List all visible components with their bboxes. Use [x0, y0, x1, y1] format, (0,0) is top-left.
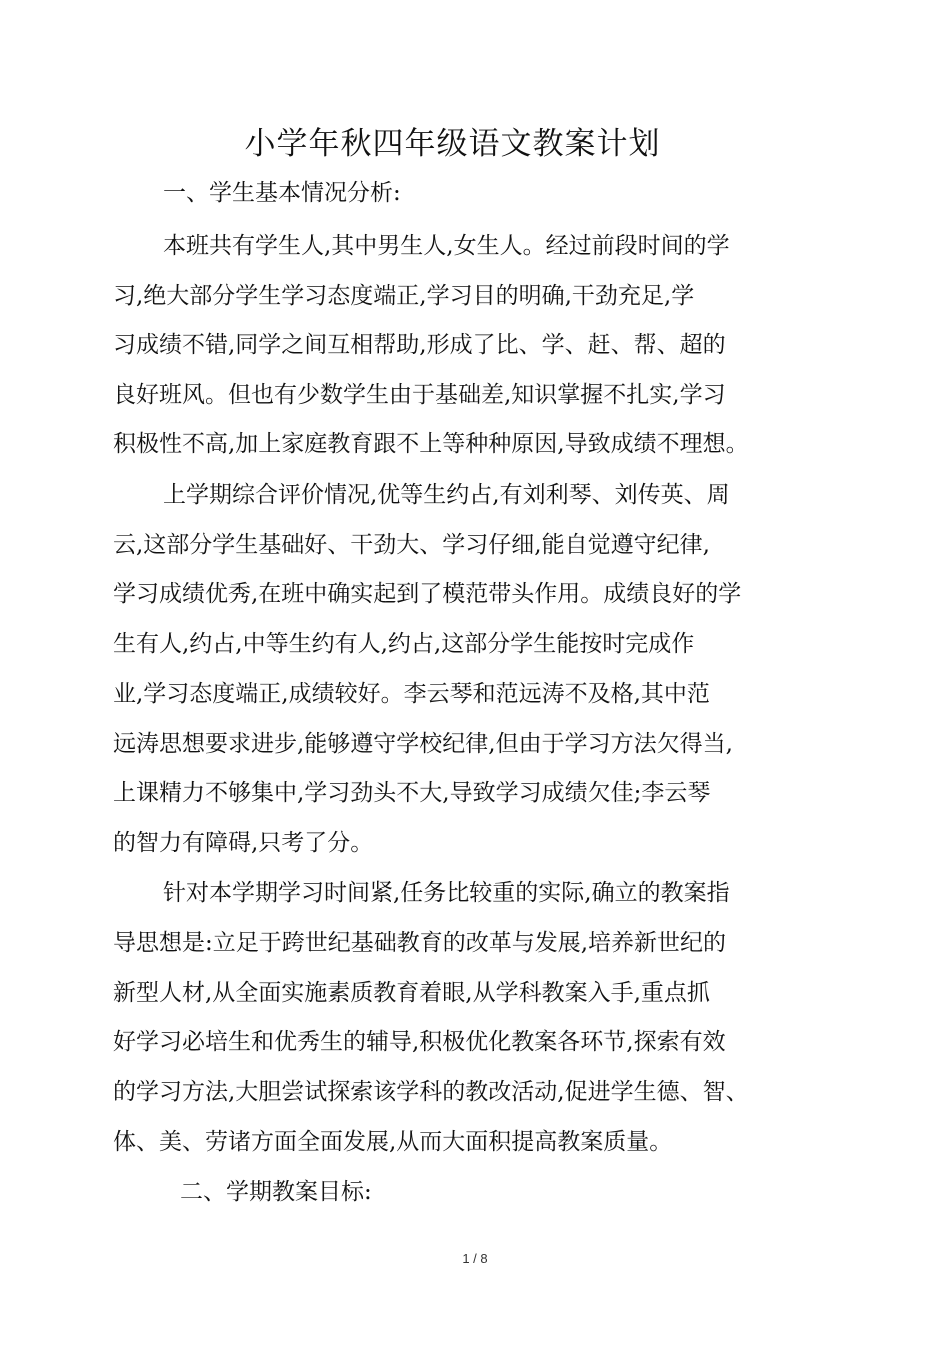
- section-heading-2: 二、学期教案目标:: [180, 1179, 372, 1205]
- section-heading-1: 一、学生基本情况分析:: [163, 180, 401, 206]
- paragraph-line: 远涛思想要求进步,能够遵守学校纪律,但由于学习方法欠得当,: [113, 731, 733, 757]
- paragraph-line: 习,绝大部分学生学习态度端正,学习目的明确,干劲充足,学: [113, 283, 695, 309]
- paragraph-line: 导思想是:立足于跨世纪基础教育的改革与发展,培养新世纪的: [113, 930, 727, 956]
- document-title: 小学年秋四年级语文教案计划: [244, 126, 661, 162]
- paragraph-line: 良好班风。但也有少数学生由于基础差,知识掌握不扎实,学习: [113, 382, 726, 408]
- paragraph-line: 上课精力不够集中,学习劲头不大,导致学习成绩欠佳;李云琴: [113, 780, 711, 806]
- paragraph-line: 的学习方法,大胆尝试探索该学科的教改活动,促进学生德、智、: [113, 1079, 749, 1105]
- paragraph-line: 业,学习态度端正,成绩较好。李云琴和范远涛不及格,其中范: [113, 681, 710, 707]
- paragraph-line: 云,这部分学生基础好、干劲大、学习仔细,能自觉遵守纪律,: [113, 532, 710, 558]
- paragraph-line: 本班共有学生人,其中男生人,女生人。经过前段时间的学: [163, 233, 730, 259]
- paragraph-line: 新型人材,从全面实施素质教育着眼,从学科教案入手,重点抓: [113, 980, 710, 1006]
- page-number: 1 / 8: [462, 1251, 488, 1266]
- paragraph-line: 习成绩不错,同学之间互相帮助,形成了比、学、赶、帮、超的: [113, 332, 726, 358]
- paragraph-line: 生有人,约占,中等生约有人,约占,这部分学生能按时完成作: [113, 631, 695, 657]
- paragraph-line: 积极性不高,加上家庭教育跟不上等种种原因,导致成绩不理想。: [113, 431, 749, 457]
- paragraph-line: 学习成绩优秀,在班中确实起到了模范带头作用。成绩良好的学: [113, 581, 742, 607]
- paragraph-line: 的智力有障碍,只考了分。: [113, 830, 374, 856]
- paragraph-line: 上学期综合评价情况,优等生约占,有刘利琴、刘传英、周: [163, 482, 730, 508]
- paragraph-line: 好学习必培生和优秀生的辅导,积极优化教案各环节,探索有效: [113, 1029, 726, 1055]
- paragraph-line: 体、美、劳诸方面全面发展,从而大面积提高教案质量。: [113, 1129, 673, 1155]
- paragraph-line: 针对本学期学习时间紧,任务比较重的实际,确立的教案指: [163, 880, 730, 906]
